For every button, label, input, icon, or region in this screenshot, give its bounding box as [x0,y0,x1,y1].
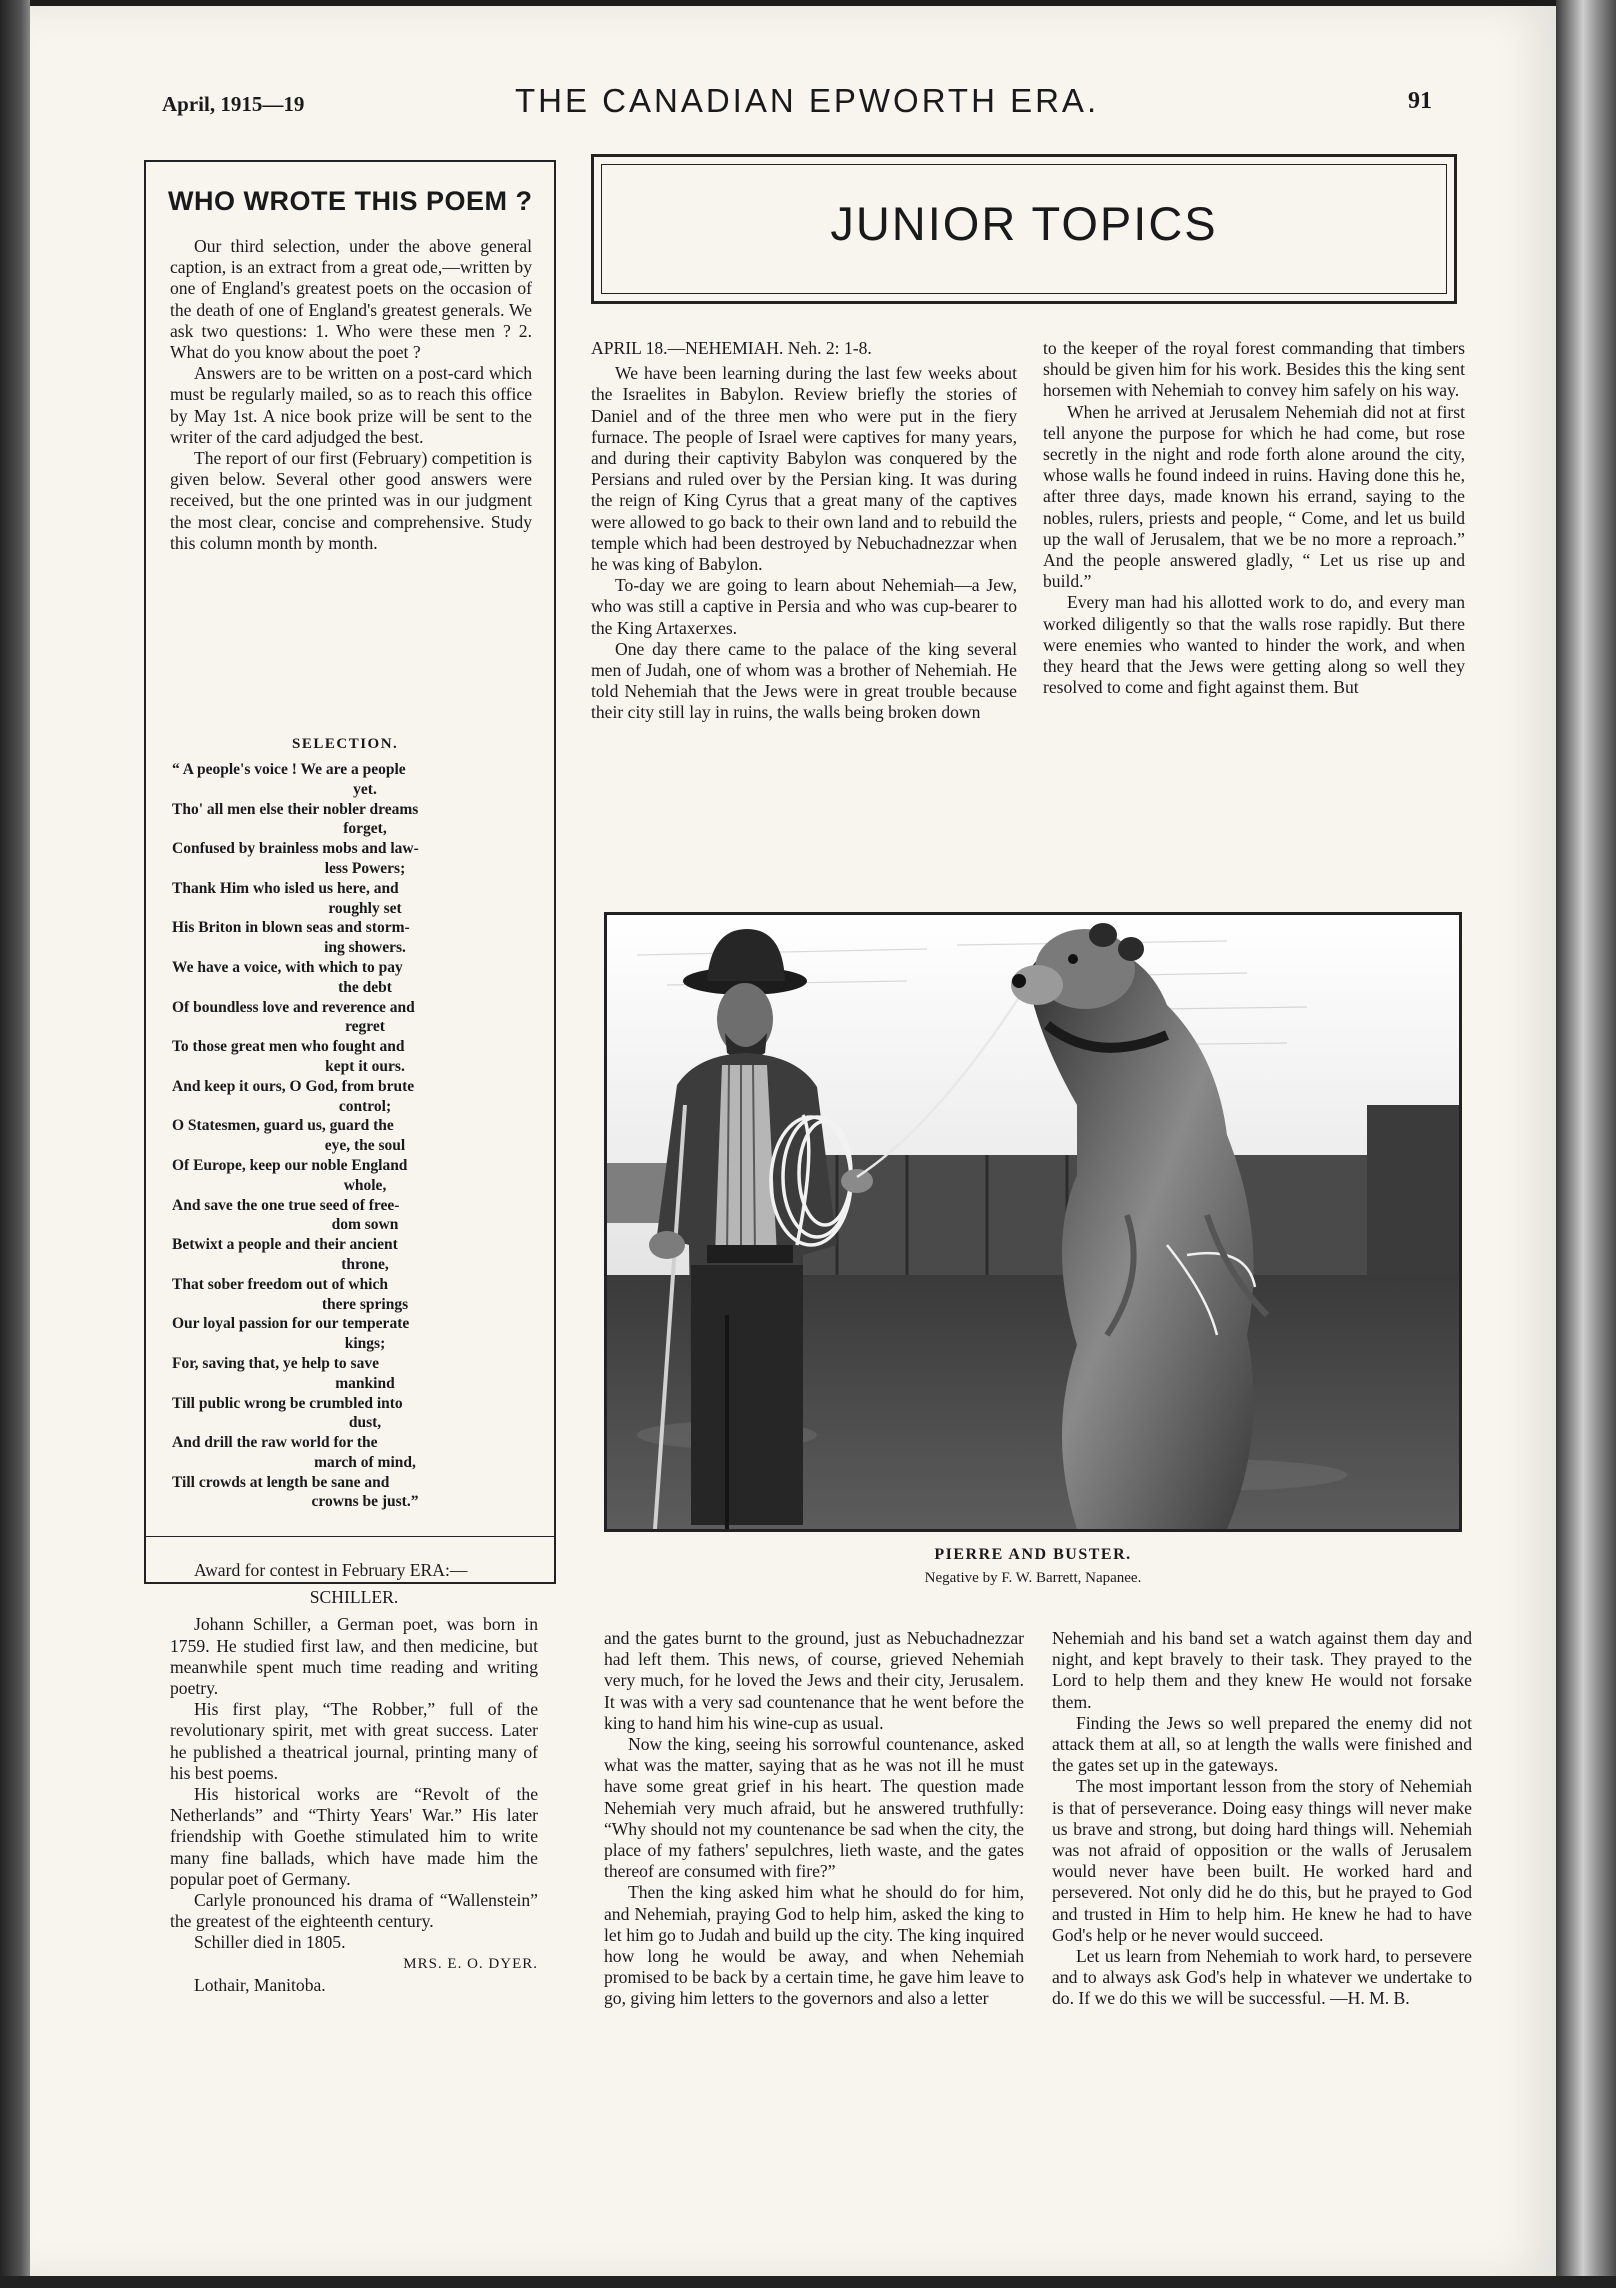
poem-line-continuation: kept it ours. [325,1057,405,1075]
lesson-paragraph: When he arrived at Jerusalem Nehemiah did not at first tell anyone the purpose for which he had come, but rose secretly in the night and rode forth alone around the city, whose walls he found indeed in ruins. Having done this he, after three days, made known his errand, saying to the nobles, rulers, priests and people, “ Come, and let us build up the wall of Jerusalem, that we be no more a reproach.” And the people answered gladly, “ Let us rise up and build.” [1043,401,1465,592]
poem-line-text: Thank Him who isled us here, and [172,879,399,897]
award-heading: SCHILLER. [309,1587,399,1608]
poem-line-continuation: throne, [341,1255,389,1273]
poem-line-continuation: roughly set [328,899,402,917]
award-paragraph: Carlyle pronounced his drama of “Wallenstein” the greatest of the eighteenth century. [170,1890,538,1932]
signature-name: MRS. E. O. DYER. [403,1955,538,1972]
poem-line-text: We have a voice, with which to pay [172,958,403,976]
award-line: Award for contest in February ERA:— [194,1560,468,1580]
contest-intro [170,236,532,554]
poem-line-continuation: control; [338,1097,392,1115]
photo-man-and-bear [607,915,1459,1529]
award-paragraph: His first play, “The Robber,” full of the revolutionary spirit, met with great success. Later he published a theatrical journal, printing many of his best poems. [170,1699,538,1783]
poem-line [172,1037,536,1077]
poem-line-continuation: crowns be just.” [311,1493,419,1511]
bottom-edge [0,2276,1616,2288]
poem-line [172,1116,536,1156]
poem-line-text: And save the one true seed of free- [172,1196,400,1214]
poem-line [172,1433,536,1473]
award-paragraph: His historical works are “Revolt of the Netherlands” and “Thirty Years' War.” His later friendship with Goethe stimulated him to write many fine ballads, which have made him the popular poet of Germany. [170,1784,538,1889]
poem-line-continuation: less Powers; [324,859,406,877]
lesson-column-2-bottom [1052,1628,1472,2010]
junior-topics-banner: JUNIOR TOPICS [830,197,1218,250]
poem-line [172,1077,536,1117]
photo-caption: PIERRE AND BUSTER. [934,1546,1132,1563]
lesson-heading: APRIL 18.—NEHEMIAH. Neh. 2: 1-8. [591,338,872,358]
lesson-paragraph: Let us learn from Nehemiah to work hard, to persevere and to always ask God's help in whatever we undertake to do. If we do this we will be successful. —H. M. B. [1052,1946,1472,2009]
poem-line-continuation: regret [345,1018,385,1036]
poem-line-text: His Briton in blown seas and storm- [172,919,410,937]
poem-line-text: Of boundless love and reverence and [172,998,415,1016]
lesson-paragraph: Finding the Jews so well prepared the enemy did not attack them at all, so at length the walls were finished and the gates set up in the gateways. [1052,1712,1472,1776]
poem-line [172,1473,536,1513]
poem-line-text: For, saving that, ye help to save [172,1354,379,1372]
award-paragraph: Johann Schiller, a German poet, was born in 1759. He studied first law, and then medicine, but meanwhile spent much time reading and writing poetry. [170,1614,538,1699]
lesson-column-1-bottom [604,1628,1024,2010]
poem-selection [172,760,536,1512]
lesson-paragraph: to the keeper of the royal forest commanding that timbers should be given him for his work. Besides this the king sent horsemen with Nehemiah to convey him safely on his way. [1043,338,1465,401]
poem-line-text: To those great men who fought and [172,1038,405,1056]
lesson-paragraph: Now the king, seeing his sorrowful countenance, asked what was the matter, saying that as he was not ill he must have some great grief in his heart. The question made Nehemiah very much afraid, but he answered truthfully: “Why should not my countenance be sad when the city, the place of my fathers' sepulchres, lieth waste, and the gates thereof are consumed with fire?” [604,1734,1024,1882]
lesson-paragraph: The most important lesson from the story of Nehemiah is that of perseverance. Doing easy things will never make us brave and strong, but doing hard things will. Nehemiah was not afraid of opposition or the walls of Jerusalem would never have been built. He worked hard and persevered. Not only did he do this, but he prayed to God and trusted in Him to help him. He knew he had to have God's help or he never would succeed. [1052,1776,1472,1945]
poem-line-text: Confused by brainless mobs and law- [172,840,419,858]
award-paragraph: Schiller died in 1805. [194,1932,346,1953]
poem-line-continuation: kings; [344,1335,386,1353]
intro-paragraph: The report of our first (February) competition is given below. Several other good answers were received, but the one printed was in our judgment the most clear, concise and comprehensive. Study this column month by month. [170,448,532,553]
intro-paragraph: Our third selection, under the above general caption, is an extract from a great ode,—written by one of England's greatest poets on the occasion of the death of one of England's greatest generals. We ask two questions: 1. Who were these men ? 2. What do you know about the poet ? [170,236,532,363]
poem-line-continuation: eye, the soul [324,1137,406,1155]
poem-line [172,958,536,998]
poem-line [172,918,536,958]
signature-place: Lothair, Manitoba. [194,1974,326,1995]
issue-date: April, 1915—19 [162,92,305,116]
poem-line-continuation: mankind [335,1374,395,1392]
page-edge-shadow [0,0,30,2288]
poem-line-continuation: dom sown [331,1216,399,1234]
lesson-paragraph: We have been learning during the last few weeks about the Israelites in Babylon. Review briefly the stories of Daniel and of the three men who were put in the fiery furnace. The people of Israel were captives for many years, and during their captivity Babylon was conquered by the Persians and ruled over by the Persian king. It was during the reign of King Cyrus that a great many of the captives were allowed to go back to their own land and to rebuild the temple which had been destroyed by Nebuchadnezzar when he was king of Babylon. [591,363,1017,575]
page-number: 91 [1408,88,1432,114]
poem-line [172,879,536,919]
lesson-paragraph: To-day we are going to learn about Nehemiah—a Jew, who was still a captive in Persia and who was cup-bearer to the King Artaxerxes. [591,575,1017,638]
lesson-paragraph: Then the king asked him what he should do for him, and Nehemiah, praying God to help him, asked the king to let him go to Judah and build up the city. The king inquired how long he would be away, and when Nehemiah promised to be back by a certain time, he gave him leave to go, giving him letters to the governors and also a letter [604,1882,1024,2009]
intro-paragraph: Answers are to be written on a post-card which must be regularly mailed, so as to reach this office by May 1st. A nice book prize will be sent to the writer of the card adjudged the best. [170,363,532,447]
photograph [604,912,1462,1532]
poem-line [172,998,536,1038]
poem-line [172,1314,536,1354]
poem-divider [146,1536,554,1537]
poem-line-text: Our loyal passion for our temperate [172,1315,410,1333]
lesson-paragraph: and the gates burnt to the ground, just as Nebuchadnezzar had left them. This news, of course, grieved Nehemiah very much, for he loved the Jews and their city, Jerusalem. It was with a very sad countenance that he went before the king to hand him his wine-cup as usual. [604,1628,1024,1733]
poem-line-continuation: whole, [343,1176,387,1194]
poem-line [172,760,536,800]
poem-line-continuation: march of mind, [314,1453,416,1471]
poem-line-text: And keep it ours, O God, from brute [172,1077,415,1095]
poem-line-text: “ A people's voice ! We are a people [172,761,406,778]
poem-contest-title: WHO WROTE THIS POEM ? [168,186,533,216]
selection-heading: SELECTION. [292,736,399,752]
poem-line-text: And drill the raw world for the [172,1434,378,1452]
award-section [170,1560,538,1996]
poem-line [172,800,536,840]
poem-line-continuation: the debt [338,978,392,996]
poem-line [172,1156,536,1196]
poem-line-continuation: yet. [353,780,377,798]
poem-line-text: Of Europe, keep our noble England [172,1156,408,1174]
poem-line [172,1394,536,1434]
lesson-column-2-top [1043,338,1465,698]
poem-line-text: Betwixt a people and their ancient [172,1236,398,1254]
lesson-paragraph: Nehemiah and his band set a watch against them day and night, and kept bravely to their task. They prayed to the Lord to help them and they knew He would not forsake them. [1052,1628,1472,1712]
poem-line-text: Till public wrong be crumbled into [172,1394,403,1412]
poem-line [172,1235,536,1275]
lesson-paragraph: One day there came to the palace of the king several men of Judah, one of whom was a brother of Nehemiah. He told Nehemiah that the Jews were in great trouble because their city still lay in ruins, the walls being broken down [591,638,1017,723]
lesson-paragraph: Every man had his allotted work to do, and every man worked diligently so that the walls rose rapidly. But there were enemies who wanted to hinder the work, and when they heard that the Jews were getting along so well they resolved to come and fight against them. But [1043,592,1465,698]
poem-line [172,839,536,879]
book-spine [1556,0,1616,2288]
publication-title: THE CANADIAN EPWORTH ERA. [515,82,1100,119]
poem-line-continuation: forget, [343,820,387,838]
poem-line-continuation: dust, [348,1414,382,1432]
poem-line [172,1196,536,1236]
lesson-column-1-top [591,338,1017,724]
photo-credit: Negative by F. W. Barrett, Napanee. [924,1570,1142,1586]
poem-line-text: Tho' all men else their nobler dreams [172,800,419,818]
poem-line-text: Till crowds at length be sane and [172,1473,390,1491]
poem-line [172,1275,536,1315]
poem-line-continuation: ing showers. [324,939,406,957]
poem-line-continuation: there springs [321,1295,409,1313]
poem-line-text: That sober freedom out of which [172,1275,388,1293]
poem-line [172,1354,536,1394]
poem-line-text: O Statesmen, guard us, guard the [172,1117,394,1135]
